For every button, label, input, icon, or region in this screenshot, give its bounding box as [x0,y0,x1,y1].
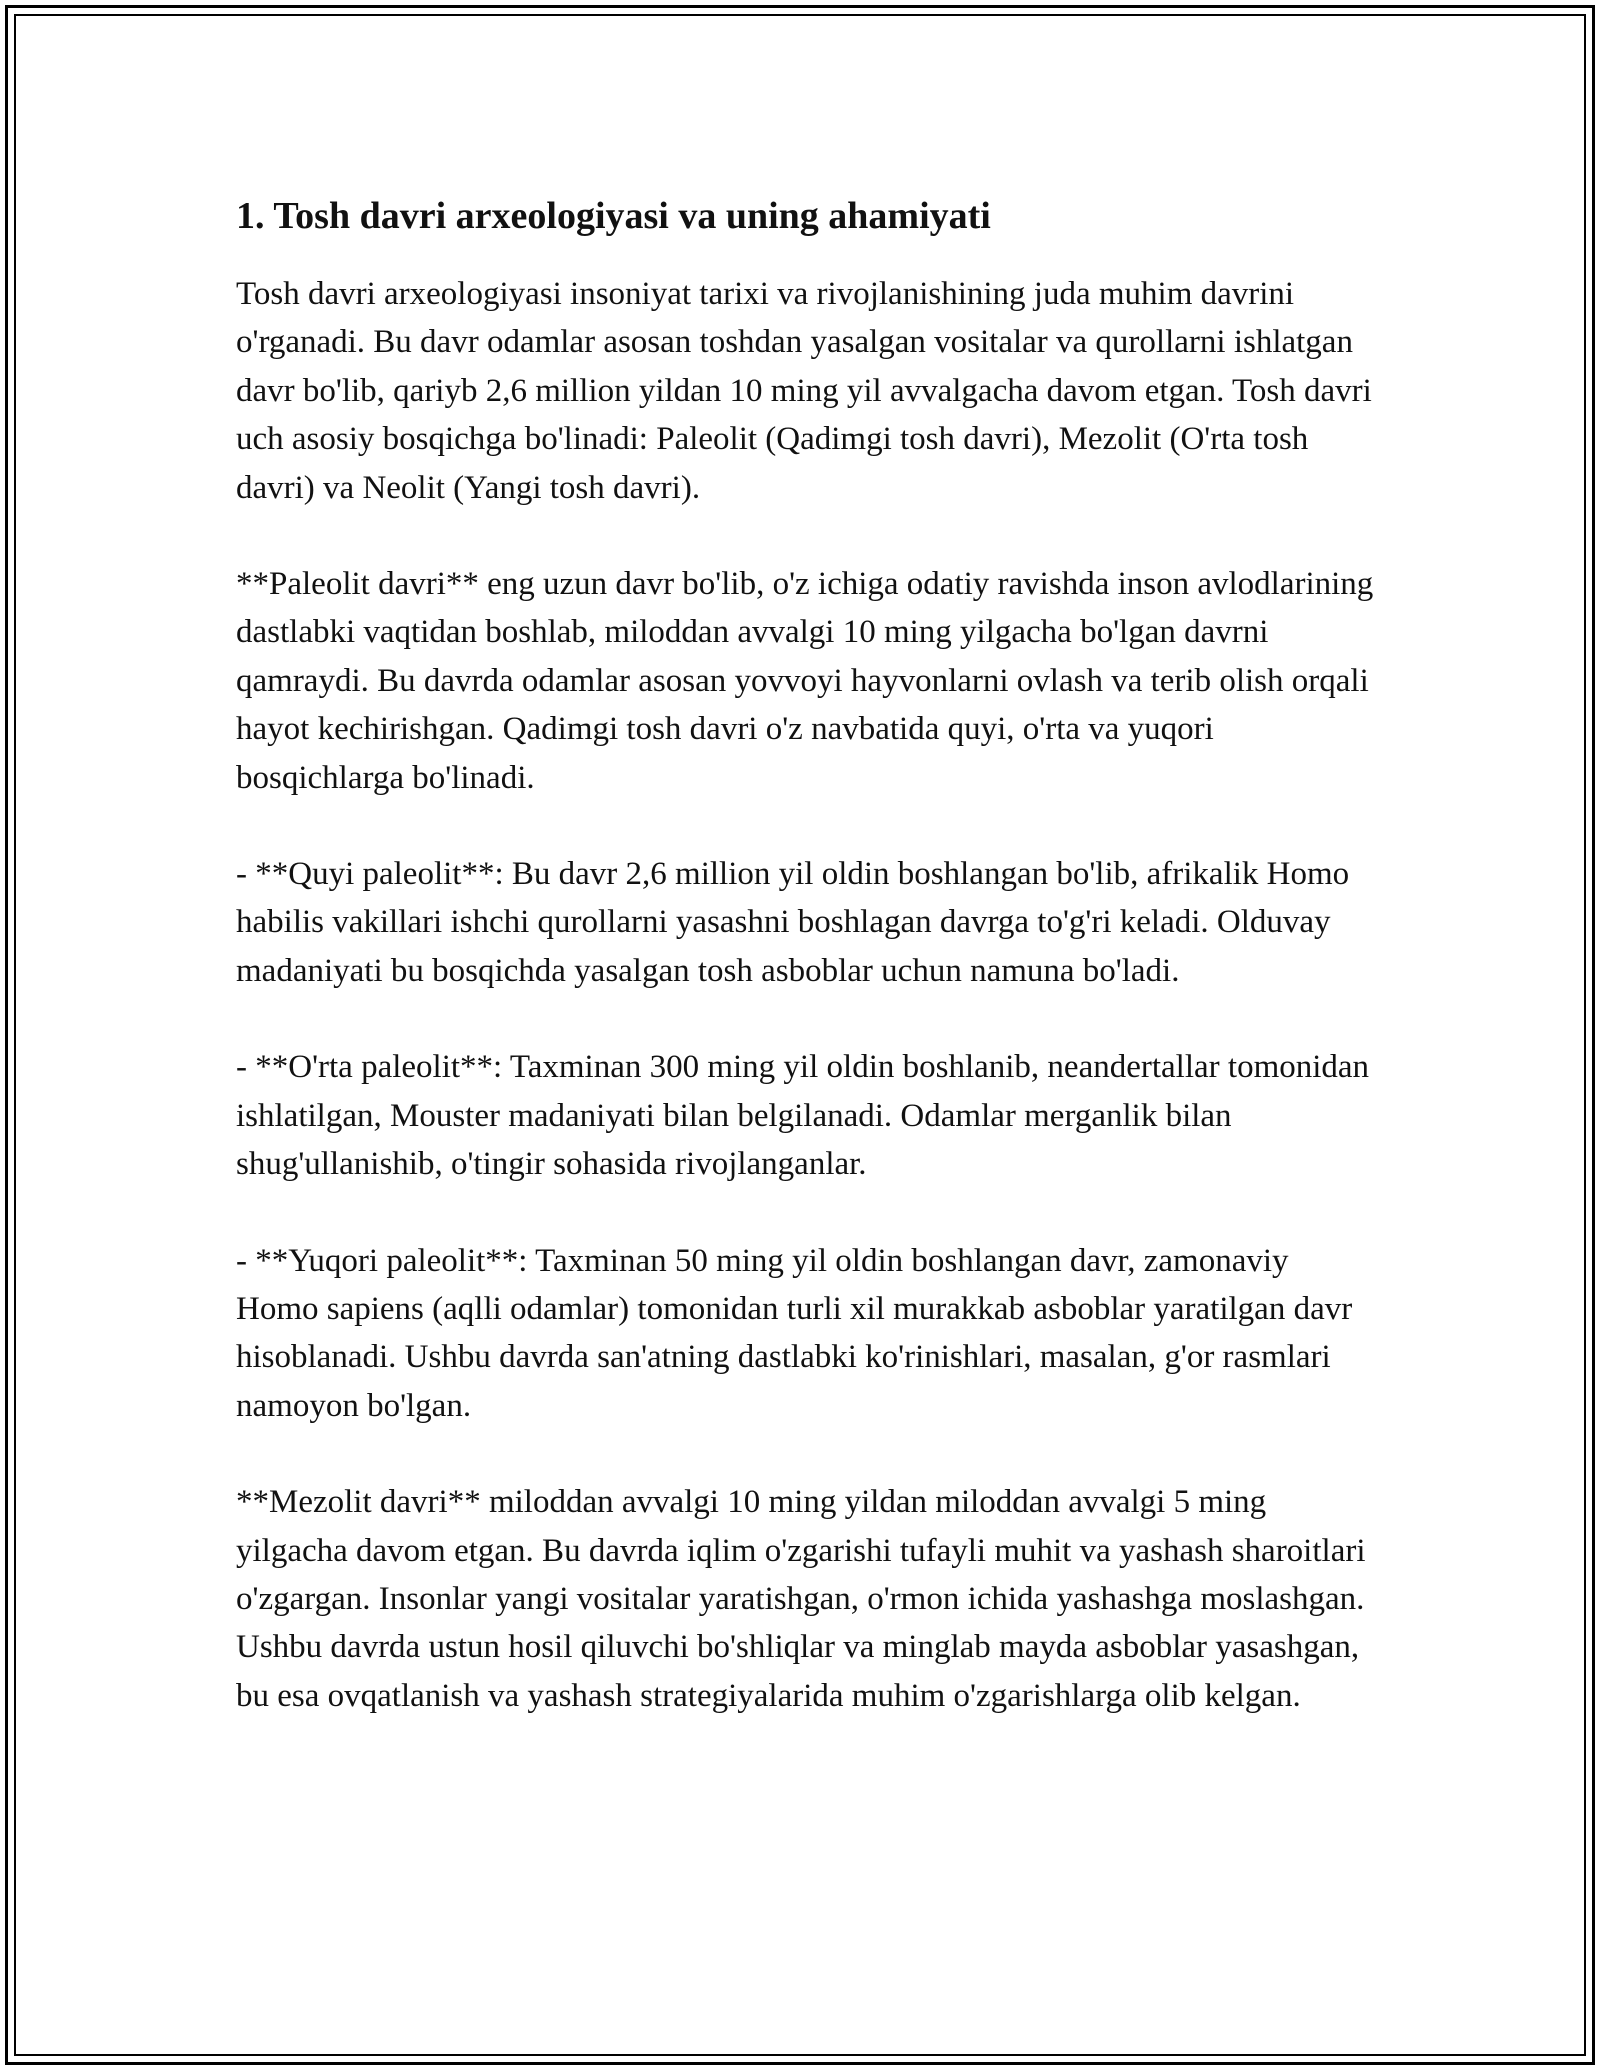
paragraph-orta-paleolit: - **O'rta paleolit**: Taxminan 300 ming yil oldin boshlanib, neandertallar tomonidan ishlatilgan, Mouster madaniyati bilan belgilanadi. Odamlar merganlik bilan shug'ullanishib, o'tingir sohasida rivojlanganlar. [236,1049,1370,1183]
paragraph-yuqori-paleolit: - **Yuqori paleolit**: Taxminan 50 ming yil oldin boshlangan davr, zamonaviy Homo sapiens (aqlli odamlar) tomonidan turli xil murakkab asboblar yaratilgan davr hisoblanadi. Ushbu davrda san'atning dastlabki ko'rinishlari, masalan, g'or rasmlari namoyon bo'lgan. [236,1242,1353,1424]
paragraph-quyi-paleolit: - **Quyi paleolit**: Bu davr 2,6 million yil oldin boshlangan bo'lib, afrikalik Homo habilis vakillari ishchi qurollarni yasashni boshlagan davrga to'g'ri keladi. Olduvay madaniyati bu bosqichda yasalgan tosh asboblar uchun namuna bo'ladi. [236,856,1350,989]
paragraph-intro: Tosh davri arxeologiyasi insoniyat tarixi va rivojlanishining juda muhim davrini o'rganadi. Bu davr odamlar asosan toshdan yasalgan vositalar va qurollarni ishlatgan davr bo'lib, qariyb 2,6 million yildan 10 ming yil avvalgacha davom etgan. Tosh davri uch asosiy bosqichga bo'linadi: Paleolit (Qadimgi tosh davri), Mezolit (O'rta tosh davri) va Neolit (Yangi tosh davri). [236,276,1372,506]
document-body [236,190,1376,1768]
paragraph-paleolit: **Paleolit davri** eng uzun davr bo'lib, o'z ichiga odatiy ravishda inson avlodlarining dastlabki vaqtidan boshlab, miloddan avvalgi 10 ming yilgacha bo'lgan davrni qamraydi. Bu davrda odamlar asosan yovvoyi hayvonlarni ovlash va terib olish orqali hayot kechirishgan. Qadimgi tosh davri o'z navbatida quyi, o'rta va yuqori bosqichlarga bo'linadi. [236,566,1374,796]
section-heading: 1. Tosh davri arxeologiyasi va uning ahamiyati [236,195,991,237]
paragraph-mezolit: **Mezolit davri** miloddan avvalgi 10 ming yildan miloddan avvalgi 5 ming yilgacha davom etgan. Bu davrda iqlim o'zgarishi tufayli muhit va yashash sharoitlari o'zgargan. Insonlar yangi vositalar yaratishgan, o'rmon ichida yashashga moslashgan. Ushbu davrda ustun hosil qiluvchi bo'shliqlar va minglab mayda asboblar yasashgan, bu esa ovqatlanish va yashash strategiyalarida muhim o'zgarishlarga olib kelgan. [236,1484,1366,1714]
